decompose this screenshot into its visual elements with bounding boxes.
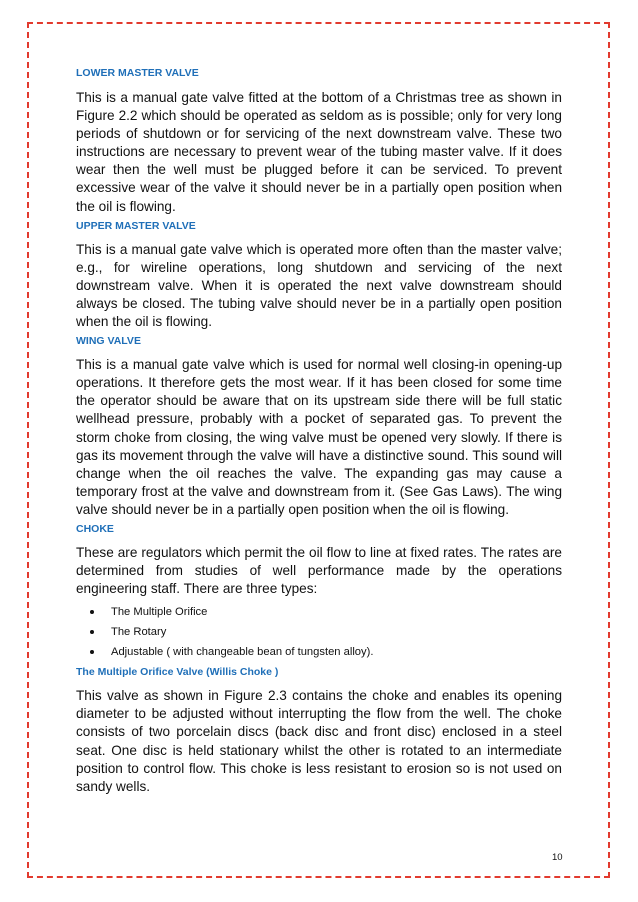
list-item xyxy=(90,622,562,642)
heading-multiple-orifice-valve: The Multiple Orifice Valve (Willis Choke ) xyxy=(76,666,279,679)
heading-choke: CHOKE xyxy=(76,522,114,535)
bullet-icon xyxy=(90,630,94,634)
paragraph-upper-master-valve: This is a manual gate valve which is operated more often than the master valve; e.g., for wireline operations, long shutdown and servicing of the next downstream valve. When it is operated the next valve downstream should always be closed. The tubing valve should never be in a partially open position when the oil is flowing. xyxy=(76,241,562,330)
paragraph-wing-valve: This is a manual gate valve which is used for normal well closing-in opening-up operations. It therefore gets the most wear. If it has been closed for some time the operator should be aware that on its upstream side there will be full static wellhead pressure, probably with a pocket of separated gas. To prevent the storm choke from closing, the wing valve must be opened very slowly. If there is gas its movement through the valve will have a distinctive sound. This sound will change when the oil reaches the valve. The expanding gas may cause a temporary frost at the valve and downstream from it. (See Gas Laws). The wing valve should never be in a partially open position when the oil is flowing. xyxy=(76,357,562,517)
list-item-label: The Multiple Orifice xyxy=(111,606,208,619)
bullet-icon xyxy=(90,650,94,654)
list-item xyxy=(90,602,562,622)
list-item-label: Adjustable ( with changeable bean of tungsten alloy). xyxy=(111,646,374,659)
heading-lower-master-valve: LOWER MASTER VALVE xyxy=(76,67,199,79)
heading-upper-master-valve: UPPER MASTER VALVE xyxy=(76,219,196,232)
list-item-label: The Rotary xyxy=(111,626,167,639)
bullet-icon xyxy=(90,610,94,614)
paragraph-choke: These are regulators which permit the oil flow to line at fixed rates. The rates are determined from studies of well performance made by the operations engineering staff. There are three types: xyxy=(76,544,562,597)
heading-wing-valve: WING VALVE xyxy=(76,335,141,348)
paragraph-lower-master-valve: This is a manual gate valve fitted at the bottom of a Christmas tree as shown in Figure 2.2 which should be operated as seldom as is possible; only for very long periods of shutdown or for servicing of the next downstream valve. These two instructions are necessary to prevent wear of the tubing master valve. If it does wear then the well must be plugged before it can be serviced. To prevent excessive wear of the valve it should never be in a partially open position when the oil is flowing. xyxy=(76,90,562,214)
paragraph-multiple-orifice-valve: This valve as shown in Figure 2.3 contains the choke and enables its opening diameter to be adjusted without interrupting the flow from the well. The choke consists of two porcelain discs (back disc and front disc) enclosed in a steel seat. One disc is held stationary whilst the other is rotated to an intermediate position to control flow. This choke is less resistant to erosion so is not used on sandy wells. xyxy=(76,688,562,794)
document-body xyxy=(76,67,562,800)
choke-types-list xyxy=(76,602,562,662)
page-number: 10 xyxy=(552,852,563,863)
list-item xyxy=(90,642,562,662)
